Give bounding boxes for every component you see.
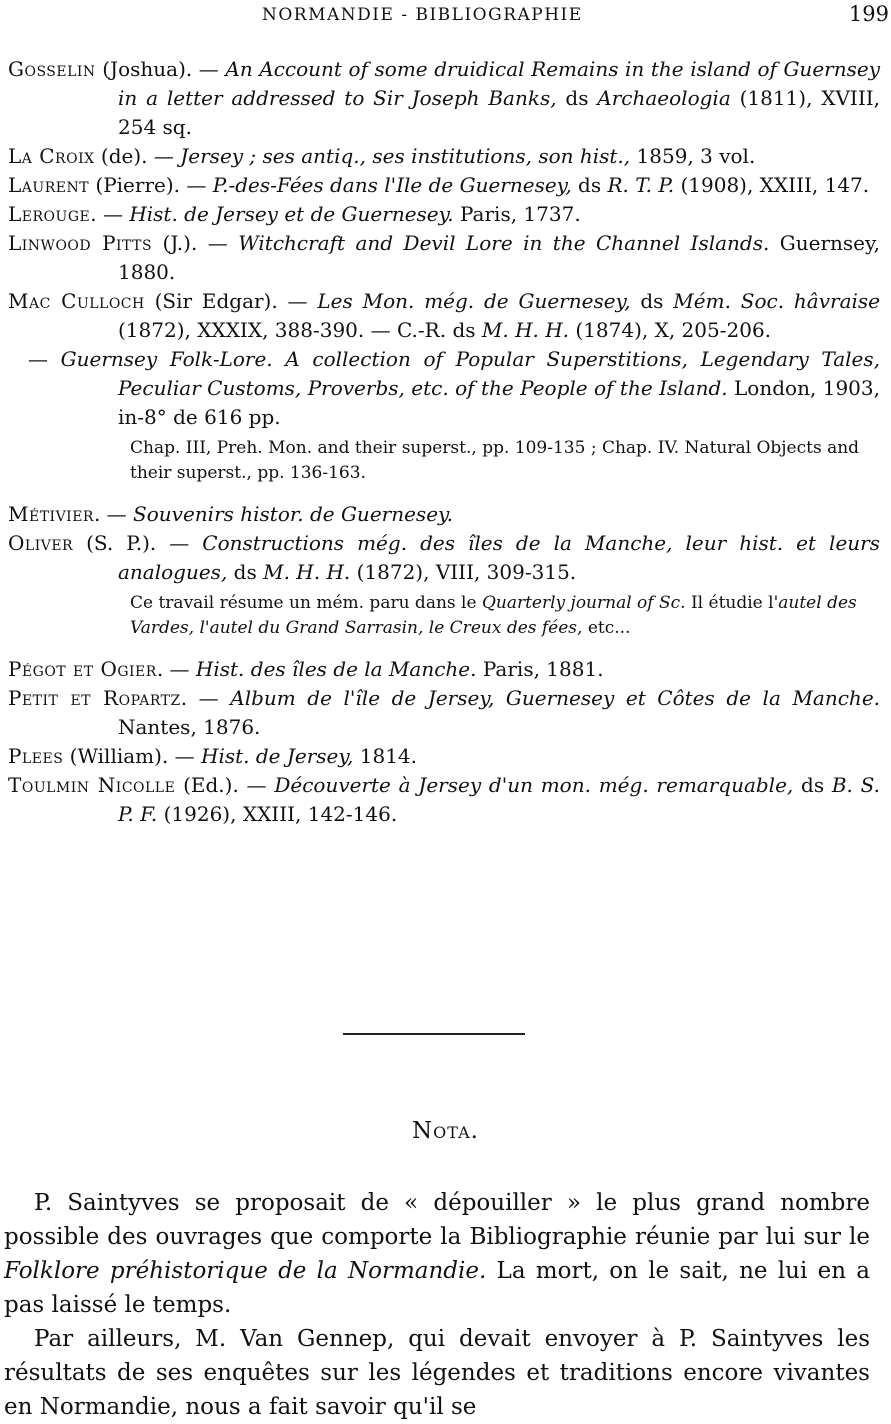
entry-title: An Account of some druidical Remains in the island of Guernsey in a letter addressed to Sir Joseph Banks,: [118, 57, 880, 110]
bib-entry-mac-culloch: [8, 287, 880, 345]
entry-author: Lerouge: [8, 202, 91, 226]
entry-tail: London, 1903, in-8° de 616 pp.: [118, 376, 880, 429]
entry-title: Souvenirs histor. de Guernesey.: [133, 502, 454, 526]
entry-author-rest: (J.). —: [152, 231, 239, 255]
entry-title: Découverte à Jersey d'un mon. még. remarquable,: [274, 773, 794, 797]
entry-author-rest: . —: [90, 202, 130, 226]
running-head: NORMANDIE - BIBLIOGRAPHIE: [262, 5, 583, 25]
bib-entry-metivier: [8, 500, 880, 529]
entry-tail: Guernsey, 1880.: [118, 231, 881, 284]
bib-entry-oliver: [8, 529, 880, 587]
note-text: etc...: [582, 618, 631, 638]
entry-rest: (1908), XXIII, 147.: [674, 173, 870, 197]
entry-author: Plees: [8, 744, 64, 768]
entry-title: Hist. de Jersey,: [201, 744, 354, 768]
entry-author-rest: —: [28, 347, 61, 371]
paragraph-text: La mort, on le sait, ne lui en a pas laissé le temps.: [4, 1258, 870, 1318]
bib-entry-mac-culloch-folklore: [8, 345, 880, 432]
entry-tail: ds: [571, 173, 608, 197]
nota-heading: Nota.: [412, 1118, 479, 1144]
entry-journal: R. T. P.: [607, 173, 675, 197]
entry-author: Linwood Pitts: [8, 231, 153, 255]
entry-author-rest: (William). —: [63, 744, 202, 768]
entry-author: Métivier: [8, 502, 94, 526]
nota-body: [4, 1186, 870, 1424]
entry-journal-2: M. H. H.: [481, 318, 570, 342]
entry-author: Laurent: [8, 173, 90, 197]
entry-author: Oliver: [8, 531, 74, 555]
bib-entry-petit-ropartz: [8, 684, 880, 742]
entry-tail: 1814.: [353, 744, 418, 768]
entry-tail: Paris, 1737.: [453, 202, 581, 226]
entry-title: Hist. de Jersey et de Guernesey.: [129, 202, 454, 226]
entry-author-rest: (Sir Edgar). —: [144, 289, 318, 313]
bib-entry-plees: [8, 742, 880, 771]
entry-journal: Archaeologia: [597, 86, 731, 110]
entry-rest: (1811), XVIII, 254 sq.: [118, 86, 880, 139]
entry-title: Guernsey Folk-Lore. A collection of Popular Superstitions, Legendary Tales, Peculiar Customs, Proverbs, etc. of the People of the Island.: [60, 347, 880, 400]
entry-author-rest: (S. P.). —: [73, 531, 203, 555]
bibliography-list: [8, 55, 880, 829]
entry-author: Toulmin Nicolle: [8, 773, 176, 797]
entry-title: Jersey ; ses antiq., ses institutions, son hist.,: [180, 144, 631, 168]
section-divider: [343, 1033, 525, 1035]
entry-rest-2: (1874), X, 205-206.: [569, 318, 772, 342]
entry-tail: 1859, 3 vol.: [630, 144, 756, 168]
page-number: 199: [848, 2, 889, 26]
entry-tail: Paris, 1881.: [476, 657, 604, 681]
entry-author: Mac Culloch: [8, 289, 145, 313]
entry-author: Gosselin: [8, 57, 96, 81]
entry-title: Witchcraft and Devil Lore in the Channel Islands.: [238, 231, 770, 255]
entry-author-rest: (Joshua). —: [95, 57, 226, 81]
entry-author-rest: . —: [180, 686, 231, 710]
note-sites: autel des Vardes, l'autel du Grand Sarrasin, le Creux des fées,: [130, 593, 857, 638]
bib-entry-laurent: [8, 171, 880, 200]
nota-paragraph-1: [4, 1186, 870, 1322]
page-header: [0, 2, 891, 30]
entry-author-rest: (Ed.). —: [175, 773, 275, 797]
entry-tail: ds: [793, 773, 832, 797]
entry-note: Chap. III, Preh. Mon. and their superst., pp. 109-135 ; Chap. IV. Natural Objects and their superst., pp. 136-163.: [130, 438, 860, 483]
entry-rest: (1872), VIII, 309-315.: [350, 560, 577, 584]
entry-rest: (1926), XXIII, 142-146.: [157, 802, 398, 826]
entry-note: [130, 591, 880, 641]
entry-tail: ds: [227, 560, 264, 584]
entry-tail: ds: [630, 289, 674, 313]
note-text: Ce travail résume un mém. paru dans le: [130, 593, 482, 613]
entry-rest: (1872), XXXIX, 388-390. — C.-R. ds: [118, 318, 482, 342]
entry-tail: Nantes, 1876.: [118, 715, 261, 739]
nota-paragraph-2: Par ailleurs, M. Van Gennep, qui devait envoyer à P. Saintyves les résultats de ses enquêtes sur les légendes et traditions encore vivantes en Normandie, nous a fait savoir qu'il se: [4, 1326, 870, 1420]
note-text: Il étudie l': [685, 593, 779, 613]
entry-author-rest: (de). —: [94, 144, 181, 168]
entry-author-rest: (Pierre). —: [89, 173, 213, 197]
entry-title: Les Mon. még. de Guernesey,: [317, 289, 631, 313]
entry-title: Hist. des îles de la Manche.: [195, 657, 477, 681]
bib-entry-pegot-ogier: [8, 655, 880, 684]
entry-title: Constructions még. des îles de la Manche, leur hist. et leurs analogues,: [118, 531, 880, 584]
entry-title: P.-des-Fées dans l'Ile de Guernesey,: [212, 173, 572, 197]
paragraph-book-title: Folklore préhistorique de la Normandie.: [4, 1258, 487, 1284]
entry-author: Pégot et Ogier: [8, 657, 157, 681]
entry-journal: B. S. P. F.: [118, 773, 881, 826]
bib-entry-la-croix: [8, 142, 880, 171]
entry-author-rest: . —: [156, 657, 196, 681]
paragraph-text: P. Saintyves se proposait de « dépouiller » le plus grand nombre possible des ouvrages que comporte la Bibliographie réunie par lui sur le: [4, 1190, 870, 1250]
bib-entry-lerouge: [8, 200, 880, 229]
bib-entry-gosselin: [8, 55, 880, 142]
entry-journal: Mém. Soc. hâvraise: [673, 289, 880, 313]
entry-author: Petit et Ropartz: [8, 686, 181, 710]
entry-title: Album de l'île de Jersey, Guernesey et Côtes de la Manche.: [230, 686, 881, 710]
entry-author: La Croix: [8, 144, 95, 168]
entry-author-rest: . —: [93, 502, 134, 526]
note-journal: Quarterly journal of Sc.: [481, 593, 686, 613]
bib-entry-linwood-pitts: [8, 229, 880, 287]
bib-entry-toulmin-nicolle: [8, 771, 880, 829]
entry-tail: ds: [556, 86, 598, 110]
entry-journal: M. H. H.: [263, 560, 351, 584]
